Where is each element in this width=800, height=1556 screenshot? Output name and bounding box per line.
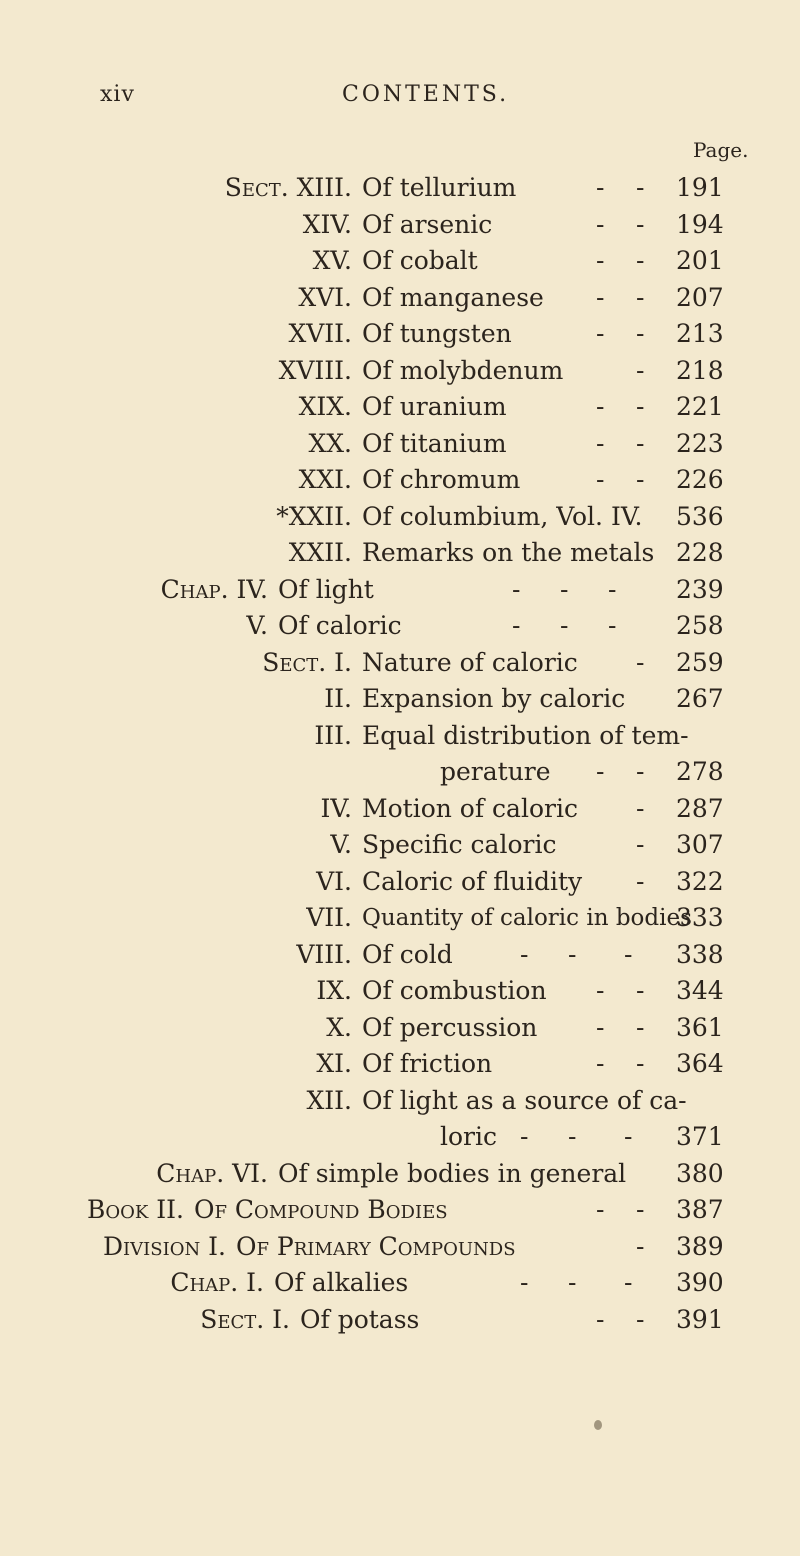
entry-leader: - <box>596 246 619 275</box>
entry-prefix: X. <box>326 1012 352 1042</box>
entry-page: 218 <box>676 355 724 385</box>
entry-leader: - <box>636 976 659 1005</box>
entry-leader: - <box>596 1195 619 1224</box>
entry-prefix: II. <box>324 684 352 713</box>
entry-leader: - <box>636 428 659 458</box>
entry-page: 338 <box>676 939 724 969</box>
entry-prefix: XIV. <box>302 209 352 239</box>
entry-title: loric <box>440 1122 497 1151</box>
entry-leader: - <box>568 939 591 969</box>
toc-entry <box>0 827 800 864</box>
entry-leader: - <box>596 392 619 421</box>
entry-page: 213 <box>676 319 724 348</box>
entry-leader: - <box>636 173 659 202</box>
entry-page: 390 <box>676 1268 724 1297</box>
entry-page: 361 <box>676 1012 724 1042</box>
toc-entry <box>0 316 800 353</box>
entry-title: Of columbium, Vol. IV. <box>362 501 643 531</box>
toc-entry <box>0 718 800 755</box>
toc-entry <box>0 280 800 317</box>
entry-leader: - <box>560 574 583 604</box>
entry-title: Of Compound Bodies <box>194 1195 448 1224</box>
entry-leader: - <box>624 1268 647 1297</box>
entry-leader: - <box>636 1304 659 1334</box>
entry-leader: - <box>596 282 619 312</box>
toc-entry <box>0 1083 800 1120</box>
toc-entry <box>0 973 800 1010</box>
entry-leader: - <box>636 1049 659 1078</box>
entry-prefix: XII. <box>306 1085 352 1115</box>
toc-entry <box>0 1192 800 1229</box>
entry-prefix: VIII. <box>296 939 352 969</box>
entry-title: Of light <box>278 574 374 604</box>
entry-prefix: XX. <box>308 428 352 458</box>
entry-prefix: Sect. I. <box>262 647 352 677</box>
entry-title: Of potass <box>300 1304 420 1334</box>
entry-prefix: XXII. <box>288 538 352 567</box>
entry-page: 536 <box>676 501 724 531</box>
entry-leader: - <box>636 757 659 786</box>
entry-page: 191 <box>676 173 724 202</box>
entry-leader: - <box>624 939 647 969</box>
entry-leader: - <box>636 246 659 275</box>
entry-leader: - <box>636 1195 659 1224</box>
entry-prefix: Chap. IV. <box>160 574 268 604</box>
entry-leader: - <box>596 209 619 239</box>
entry-leader: - <box>636 209 659 239</box>
toc-entry <box>0 1265 800 1302</box>
entry-title: Of caloric <box>278 611 402 640</box>
entry-title: Of light as a source of ca- <box>362 1085 687 1115</box>
entry-prefix: Book II. <box>87 1195 184 1224</box>
entry-page: 307 <box>676 830 724 859</box>
entry-prefix: VI. <box>316 866 352 896</box>
toc-entry <box>0 608 800 645</box>
entry-page: 364 <box>676 1049 724 1078</box>
ink-spot <box>594 1420 602 1430</box>
entry-title: Of uranium <box>362 392 507 421</box>
entry-page: 389 <box>676 1231 724 1261</box>
entry-leader: - <box>636 793 659 823</box>
entry-title: Of cold <box>362 939 453 969</box>
entry-title: Of alkalies <box>274 1268 409 1297</box>
entry-title: Expansion by caloric <box>362 684 626 713</box>
entry-prefix: IV. <box>320 793 352 823</box>
entry-leader: - <box>560 611 583 640</box>
entry-page: 226 <box>676 465 724 494</box>
toc-entry <box>0 426 800 463</box>
entry-prefix: V. <box>330 830 352 859</box>
entry-page: 344 <box>676 976 724 1005</box>
entry-page: 333 <box>676 903 724 932</box>
entry-prefix: VII. <box>306 903 352 932</box>
entry-prefix: V. <box>246 611 268 640</box>
entry-leader: - <box>636 465 659 494</box>
toc-entry <box>0 681 800 718</box>
entry-leader: - <box>596 173 619 202</box>
toc-entry <box>0 499 800 536</box>
toc-entry <box>0 1046 800 1083</box>
entry-title: Of Primary Compounds <box>236 1231 516 1261</box>
toc-entry <box>0 353 800 390</box>
entry-title: Of friction <box>362 1049 493 1078</box>
running-header <box>0 82 800 116</box>
entry-prefix: *XXII. <box>276 501 352 531</box>
entry-title: Of chromum <box>362 465 521 494</box>
toc-entry <box>0 1229 800 1266</box>
entry-page: 380 <box>676 1158 724 1188</box>
entry-leader: - <box>568 1268 591 1297</box>
entry-title: Of simple bodies in general <box>278 1158 627 1188</box>
entry-title: Caloric of fluidity <box>362 866 583 896</box>
entry-leader: - <box>596 1049 619 1078</box>
page-number: xiv <box>100 82 135 107</box>
entry-leader: - <box>520 1268 543 1297</box>
entry-page: 239 <box>676 574 724 604</box>
entry-leader: - <box>596 1304 619 1334</box>
entry-page: 322 <box>676 866 724 896</box>
entry-leader: - <box>636 282 659 312</box>
toc-entry <box>0 645 800 682</box>
entry-leader: - <box>568 1122 591 1151</box>
entry-leader: - <box>596 976 619 1005</box>
entry-prefix: Chap. I. <box>170 1268 264 1297</box>
entry-page: 371 <box>676 1122 724 1151</box>
entry-title: Remarks on the metals <box>362 538 655 567</box>
entry-leader: - <box>636 392 659 421</box>
entry-title: Of molybdenum <box>362 355 564 385</box>
entry-page: 391 <box>676 1304 724 1334</box>
toc-entry <box>0 937 800 974</box>
entry-prefix: XV. <box>312 246 352 275</box>
entry-prefix: XVII. <box>288 319 352 348</box>
entry-leader: - <box>596 757 619 786</box>
entry-leader: - <box>636 319 659 348</box>
entry-leader: - <box>636 355 659 385</box>
entry-page: 194 <box>676 209 724 239</box>
toc-entry <box>0 535 800 572</box>
toc-entry <box>0 1302 800 1339</box>
entry-title: Nature of caloric <box>362 647 578 677</box>
entry-page: 221 <box>676 392 724 421</box>
entry-page: 228 <box>676 538 724 567</box>
entry-leader: - <box>512 574 535 604</box>
entry-leader: - <box>520 939 543 969</box>
entry-prefix: IX. <box>316 976 352 1005</box>
entry-title: Specific caloric <box>362 830 557 859</box>
entry-title: Of cobalt <box>362 246 478 275</box>
entry-leader: - <box>636 830 659 859</box>
toc-entry <box>0 900 800 937</box>
entry-page: 223 <box>676 428 724 458</box>
entry-leader: - <box>636 1012 659 1042</box>
toc-entry <box>0 243 800 280</box>
entry-page: 258 <box>676 611 724 640</box>
entry-page: 267 <box>676 684 724 713</box>
toc-entry <box>0 207 800 244</box>
entry-page: 278 <box>676 757 724 786</box>
entry-leader: - <box>636 1231 659 1261</box>
entry-prefix: Sect. XIII. <box>224 173 352 202</box>
entry-title: Quantity of caloric in bodies <box>362 905 692 931</box>
toc-entry <box>0 1156 800 1193</box>
page-title: CONTENTS. <box>342 82 510 107</box>
entry-leader: - <box>636 647 659 677</box>
entry-page: 201 <box>676 246 724 275</box>
entry-prefix: XVIII. <box>278 355 352 385</box>
entry-leader: - <box>596 465 619 494</box>
entry-page: 207 <box>676 282 724 312</box>
entry-leader: - <box>636 866 659 896</box>
entry-leader: - <box>512 611 535 640</box>
entry-title: Of manganese <box>362 282 544 312</box>
entry-page: 387 <box>676 1195 724 1224</box>
toc-entry <box>0 754 800 791</box>
entry-leader: - <box>624 1122 647 1151</box>
entry-page: 259 <box>676 647 724 677</box>
entry-leader: - <box>608 574 631 604</box>
entry-title: perature <box>440 757 551 786</box>
entry-prefix: XIX. <box>298 392 352 421</box>
toc-entry <box>0 572 800 609</box>
page-column-label: Page. <box>693 138 749 162</box>
toc-entry <box>0 1119 800 1156</box>
entry-title: Of percussion <box>362 1012 538 1042</box>
entry-title: Of arsenic <box>362 209 493 239</box>
contents-list <box>0 170 800 1338</box>
entry-title: Of titanium <box>362 428 507 458</box>
entry-title: Equal distribution of tem- <box>362 720 689 750</box>
entry-page: 287 <box>676 793 724 823</box>
entry-prefix: Sect. I. <box>200 1304 290 1334</box>
entry-title: Motion of caloric <box>362 793 578 823</box>
toc-entry <box>0 791 800 828</box>
entry-prefix: XXI. <box>298 465 352 494</box>
entry-title: Of tungsten <box>362 319 512 348</box>
entry-leader: - <box>608 611 631 640</box>
entry-leader: - <box>596 319 619 348</box>
toc-entry <box>0 462 800 499</box>
toc-entry <box>0 170 800 207</box>
entry-leader: - <box>596 428 619 458</box>
entry-prefix: III. <box>314 720 352 750</box>
toc-entry <box>0 1010 800 1047</box>
toc-entry <box>0 389 800 426</box>
entry-prefix: XI. <box>316 1049 352 1078</box>
entry-leader: - <box>596 1012 619 1042</box>
toc-entry <box>0 864 800 901</box>
entry-prefix: XVI. <box>298 282 352 312</box>
entry-leader: - <box>520 1122 543 1151</box>
entry-prefix: Chap. VI. <box>156 1158 268 1188</box>
entry-title: Of combustion <box>362 976 547 1005</box>
entry-title: Of tellurium <box>362 173 517 202</box>
entry-prefix: Division I. <box>103 1231 226 1261</box>
